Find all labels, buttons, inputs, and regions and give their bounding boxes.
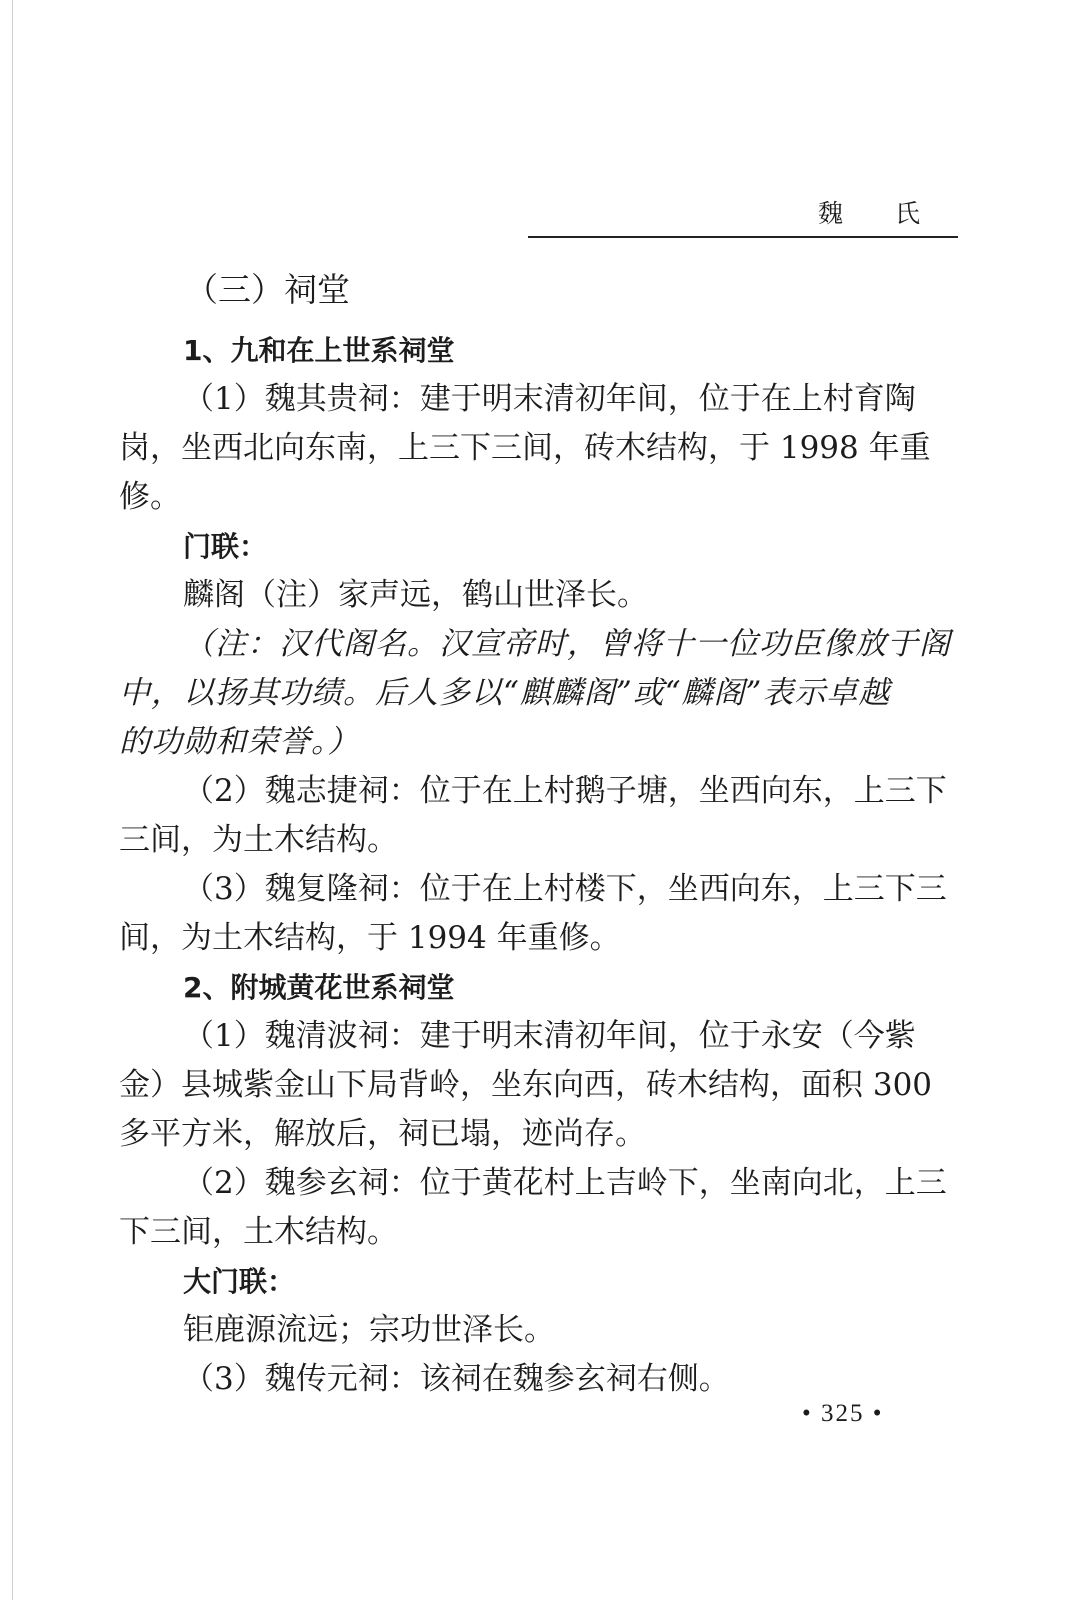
note-line-1: （注：汉代阁名。汉宣帝时，曾将十一位功臣像放于阁 (183, 626, 951, 662)
paragraph-6-line-1: （3）魏传元祠：该祠在魏参玄祠右侧。 (183, 1361, 730, 1397)
main-door-couplet-text: 钜鹿源流远；宗功世泽长。 (183, 1312, 555, 1348)
paragraph-4-line-3: 多平方米，解放后，祠已塌，迹尚存。 (119, 1116, 646, 1152)
section-title: （三）祠堂 (185, 270, 350, 309)
door-couplet-text: 麟阁（注）家声远，鹤山世泽长。 (183, 577, 648, 613)
running-title: 魏 氏 (818, 199, 942, 228)
note-line-3: 的功勋和荣誉。） (119, 724, 360, 760)
paragraph-5-line-1: （2）魏参玄祠：位于黄花村上吉岭下，坐南向北，上三 (183, 1165, 947, 1201)
page-content (119, 266, 961, 1404)
paragraph-1-line-1: （1）魏其贵祠：建于明末清初年间，位于在上村育陶 (183, 381, 916, 417)
paragraph-4-line-1: （1）魏清波祠：建于明末清初年间，位于永安（今紫 (183, 1018, 916, 1054)
running-header (0, 0, 1066, 250)
paragraph-3-line-2: 间，为土木结构，于 1994 年重修。 (119, 920, 621, 956)
paragraph-1-line-3: 修。 (119, 479, 181, 515)
header-rule (528, 236, 958, 238)
main-door-couplet-label: 大门联： (183, 1265, 296, 1298)
subsection-heading-1: 1、九和在上世系祠堂 (183, 334, 455, 367)
paragraph-3-line-1: （3）魏复隆祠：位于在上村楼下，坐西向东，上三下三 (183, 871, 947, 907)
paragraph-2-line-1: （2）魏志捷祠：位于在上村鹅子塘，坐西向东，上三下 (183, 773, 947, 809)
paragraph-1-line-2: 岗，坐西北向东南，上三下三间，砖木结构，于 1998 年重 (119, 430, 931, 466)
paragraph-5-line-2: 下三间，土木结构。 (119, 1214, 398, 1250)
paragraph-4-line-2: 金）县城紫金山下局背岭，坐东向西，砖木结构，面积 300 (119, 1067, 933, 1103)
door-couplet-label: 门联： (183, 530, 268, 563)
note-line-2: 中，以扬其功绩。后人多以“麒麟阁”或“麟阁”表示卓越 (119, 675, 891, 711)
page-number: • 325 • (802, 1400, 884, 1427)
paragraph-2-line-2: 三间，为土木结构。 (119, 822, 398, 858)
subsection-heading-2: 2、附城黄花世系祠堂 (183, 971, 455, 1004)
